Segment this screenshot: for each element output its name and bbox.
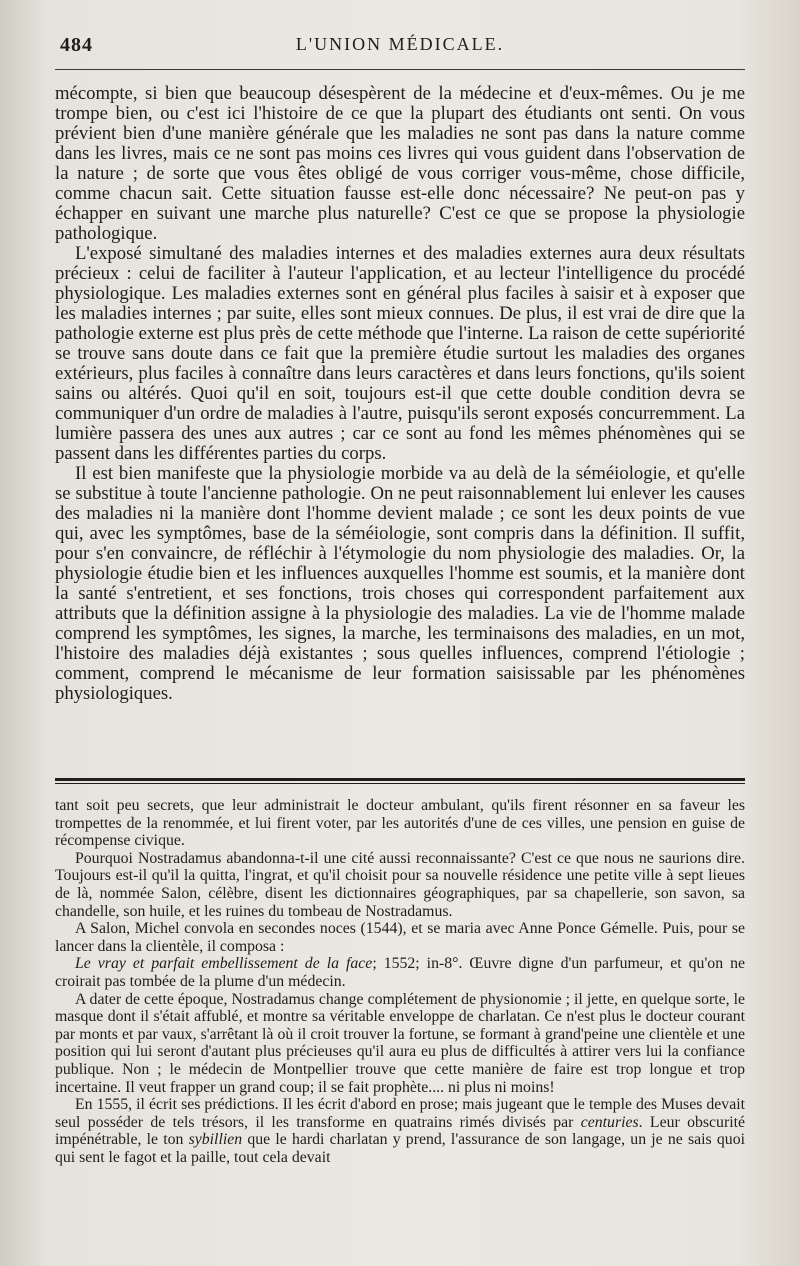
feuilleton-text-segment: En 1555, il écrit ses prédictions. Il les écrit d'abord en prose; mais jugeant que le temple des Muses devait seul posséder de tels trésors, il les transforme en quatrains rimés divisés par <box>55 1096 745 1131</box>
book-title: Le vray et parfait embellissement de la face <box>75 955 373 973</box>
main-article <box>55 84 745 704</box>
main-paragraph-2: L'exposé simultané des maladies internes et des maladies externes aura deux résultats précieux : celui de faciliter à l'auteur l'application, et au lecteur l'intelligence du procédé physiologique. Les maladies externes sont en général plus faciles à saisir et à exposer que les maladies internes ; par suite, elles sont mieux connues. De plus, il est vrai de dire que la pathologie externe est plus près de cette méthode que l'interne. La raison de cette supériorité se trouve sans doute dans ce fait que la première étudie surtout les maladies des organes extérieurs, plus faciles à connaître dans leurs caractères et dans leurs fonctions, qu'ils soient sains ou altérés. Quoi qu'il en soit, toujours est-il que cette double condition devra se communiquer d'un ordre de maladies à l'autre, puisqu'ils seront exposés concurremment. La lumière passera des unes aux autres ; car ce sont au fond les mêmes phénomènes qui se passent dans les différentes parties du corps. <box>55 243 745 464</box>
feuilleton-paragraph-3: A Salon, Michel convola en secondes noces (1544), et se maria avec Anne Ponce Gémelle. Puis, pour se lancer dans la clientèle, il composa : <box>55 920 745 955</box>
page-number: 484 <box>60 34 93 56</box>
emphasis-centuries: centuries <box>580 1113 639 1131</box>
feuilleton-paragraph-2: Pourquoi Nostradamus abandonna-t-il une cité aussi reconnaissante? C'est ce que nous ne saurions dire. Toujours est-il qu'il la quitta, l'ingrat, et qu'il choisit pour sa nouvelle résidence une petite ville à sept lieues de là, nommée Salon, célèbre, disent les dictionnaires géographiques, par sa chapellerie, son savon, sa chandelle, son huile, et les ruines du tombeau de Nostradamus. <box>55 849 745 920</box>
running-head: L'UNION MÉDICALE. <box>295 34 505 54</box>
feuilleton-divider <box>55 778 745 784</box>
main-paragraph-3: Il est bien manifeste que la physiologie morbide va au delà de la séméiologie, et qu'elle se substitue à toute l'ancienne pathologie. On ne peut raisonnablement lui enlever les causes des maladies ni la manière dont l'homme devient malade ; ce sont les deux points de vue qui, avec les symptômes, base de la séméiologie, sont compris dans la définition. Il suffit, pour s'en convaincre, de réfléchir à l'étymologie du nom physiologie des maladies. Or, la physiologie étudie bien et les influences auxquelles l'homme est soumis, et la manière dont la santé s'entretient, et ses fonctions, trois choses qui correspondent parfaitement aux attributs que la définition assigne à la physiologie des maladies. La vie de l'homme malade comprend les symptômes, les signes, la marche, les terminaisons des maladies, en un mot, l'histoire des maladies déjà existantes ; sous quelles influences, comprend l'étiologie ; comment, comprend le mécanisme de leur formation saisissable par les phénomènes physiologiques. <box>55 463 745 704</box>
feuilleton-paragraph-4 <box>55 955 745 990</box>
feuilleton-paragraph-6 <box>55 1096 745 1166</box>
book-description: ; 1552; in-8°. Œuvre digne d'un parfumeur, et qu'on ne croirait pas tombée de la plume d'un médecin. <box>55 955 746 990</box>
header-rule <box>55 69 745 70</box>
feuilleton-paragraph-5: A dater de cette époque, Nostradamus change complétement de physionomie ; il jette, en quelque sorte, le masque dont il s'était affublé, et montre sa véritable enveloppe de charlatan. Ce n'est plus le docteur courant par monts et par vaux, s'arrêtant là où il croit trouver la fortune, se formant à grand'peine une clientèle et une position qui lui seront d'autant plus précieuses qu'il aura eu plus de difficultés à attirer vers lui la confiance publique. Non ; le médecin de Montpellier trouve que cette manière de faire est trop longue et trop incertaine. Il veut frapper un grand coup; il se fait prophète.... ni plus ni moins! <box>55 990 745 1096</box>
main-paragraph-1: mécompte, si bien que beaucoup désespèrent de la médecine et d'eux-mêmes. Ou je me trompe bien, ou c'est ici l'histoire de ce que la plupart des étudiants ont senti. On vous prévient bien d'une manière générale que les maladies ne sont pas dans la nature comme dans les livres, mais ce ne sont pas moins ces livres qui vous guident dans l'observation de la nature ; de sorte que vous êtes obligé de vous corriger vous-même, chose difficile, comme chacun sait. Cette situation fausse est-elle donc nécessaire? Ne peut-on pas y échapper en suivant une marche plus naturelle? C'est ce que se propose la physiologie pathologique. <box>55 83 745 244</box>
feuilleton-text-segment: que le hardi charlatan y prend, l'assurance de son langage, un je ne sais quoi qui sent le fagot et la paille, tout cela devait <box>55 1131 745 1166</box>
emphasis-sybillien: sybillien <box>188 1131 243 1149</box>
feuilleton-text-segment: . Leur obscurité impénétrable, le ton <box>55 1113 745 1149</box>
page-header <box>0 30 800 64</box>
feuilleton-section <box>55 797 745 1166</box>
feuilleton-paragraph-1: tant soit peu secrets, que leur administrait le docteur ambulant, qu'ils firent résonner en sa faveur les trompettes de la renommée, et lui firent voter, par les autorités d'une de ces villes, une pension en guise de récompense civique. <box>55 797 745 850</box>
